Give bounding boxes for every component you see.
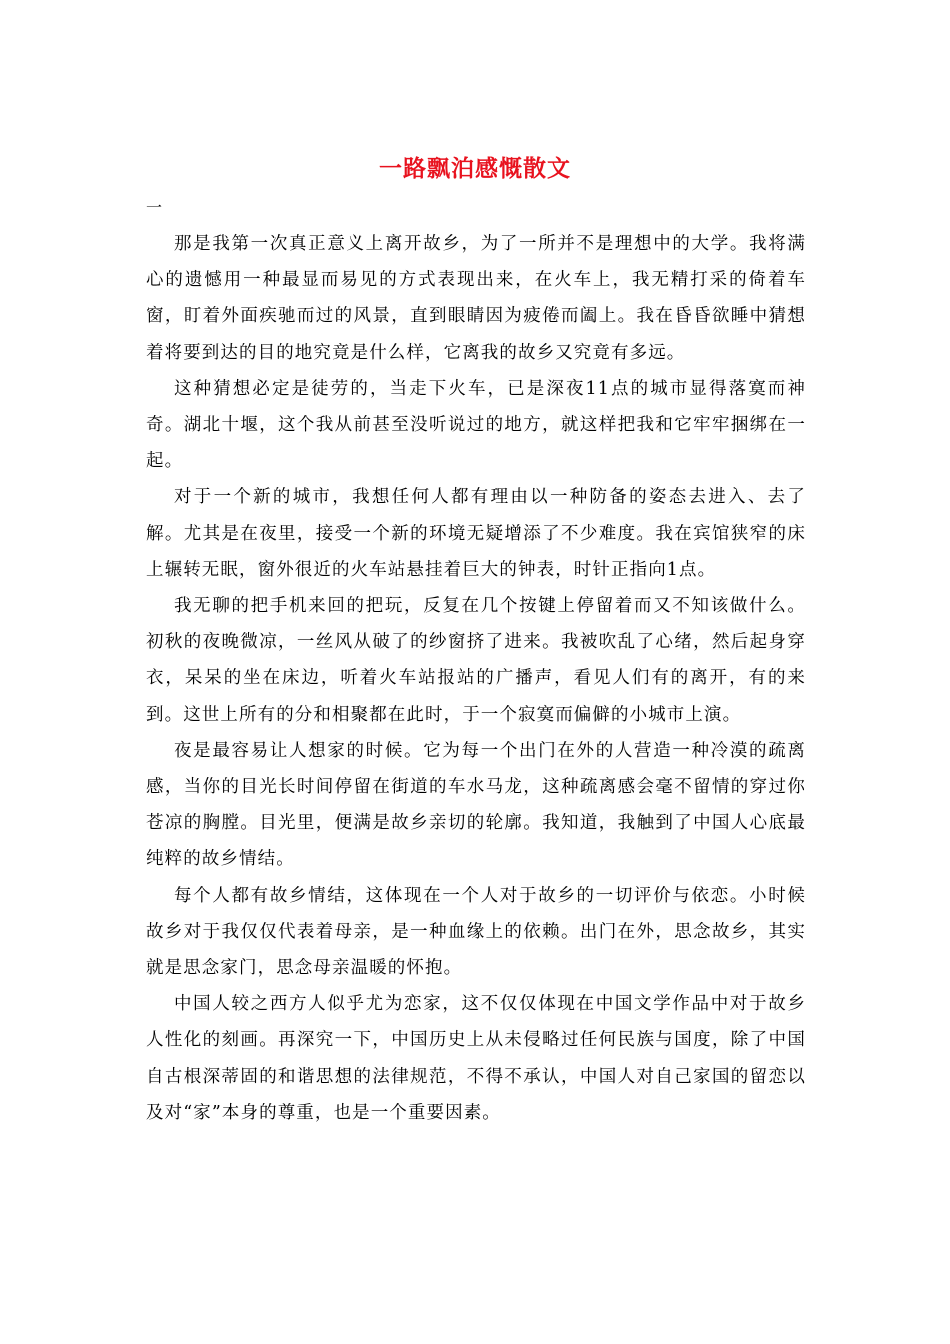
paragraph: 夜是最容易让人想家的时候。它为每一个出门在外的人营造一种冷漠的疏离感，当你的目光长时间停留在街道的车水马龙，这种疏离感会毫不留情的穿过你苍凉的胸膛。目光里，便满是故乡亲切的轮廓。我知道，我触到了中国人心底最纯粹的故乡情结。 [146,740,806,870]
document-title: 一路飘泊感慨散文 [379,155,571,182]
document-body [146,226,806,1131]
paragraph: 这种猜想必定是徒劳的，当走下火车，已是深夜11点的城市显得落寞而神奇。湖北十堰，这个我从前甚至没听说过的地方，就这样把我和它牢牢捆绑在一起。 [146,378,806,472]
paragraph: 对于一个新的城市，我想任何人都有理由以一种防备的姿态去进入、去了解。尤其是在夜里，接受一个新的环境无疑增添了不少难度。我在宾馆狭窄的床上辗转无眠，窗外很近的火车站悬挂着巨大的钟表，时针正指向1点。 [146,487,806,580]
section-number: 一 [146,198,163,217]
paragraph: 那是我第一次真正意义上离开故乡，为了一所并不是理想中的大学。我将满心的遗憾用一种最显而易见的方式表现出来，在火车上，我无精打采的倚着车窗，盯着外面疾驰而过的风景，直到眼睛因为疲倦而阖上。我在昏昏欲睡中猜想着将要到达的目的地究竟是什么样，它离我的故乡又究竟有多远。 [146,234,806,363]
paragraph: 我无聊的把手机来回的把玩，反复在几个按键上停留着而又不知该做什么。初秋的夜晚微凉，一丝风从破了的纱窗挤了进来。我被吹乱了心绪，然后起身穿衣，呆呆的坐在床边，听着火车站报站的广播声，看见人们有的离开，有的来到。这世上所有的分和相聚都在此时，于一个寂寞而偏僻的小城市上演。 [146,596,806,725]
paragraph: 每个人都有故乡情结，这体现在一个人对于故乡的一切评价与依恋。小时候故乡对于我仅仅代表着母亲，是一种血缘上的依赖。出门在外，思念故乡，其实就是思念家门，思念母亲温暖的怀抱。 [146,885,806,979]
paragraph: 中国人较之西方人似乎尤为恋家，这不仅仅体现在中国文学作品中对于故乡人性化的刻画。再深究一下，中国历史上从未侵略过任何民族与国度，除了中国自古根深蒂固的和谐思想的法律规范，不得不承认，中国人对自己家国的留恋以及对“家”本身的尊重，也是一个重要因素。 [146,994,806,1123]
